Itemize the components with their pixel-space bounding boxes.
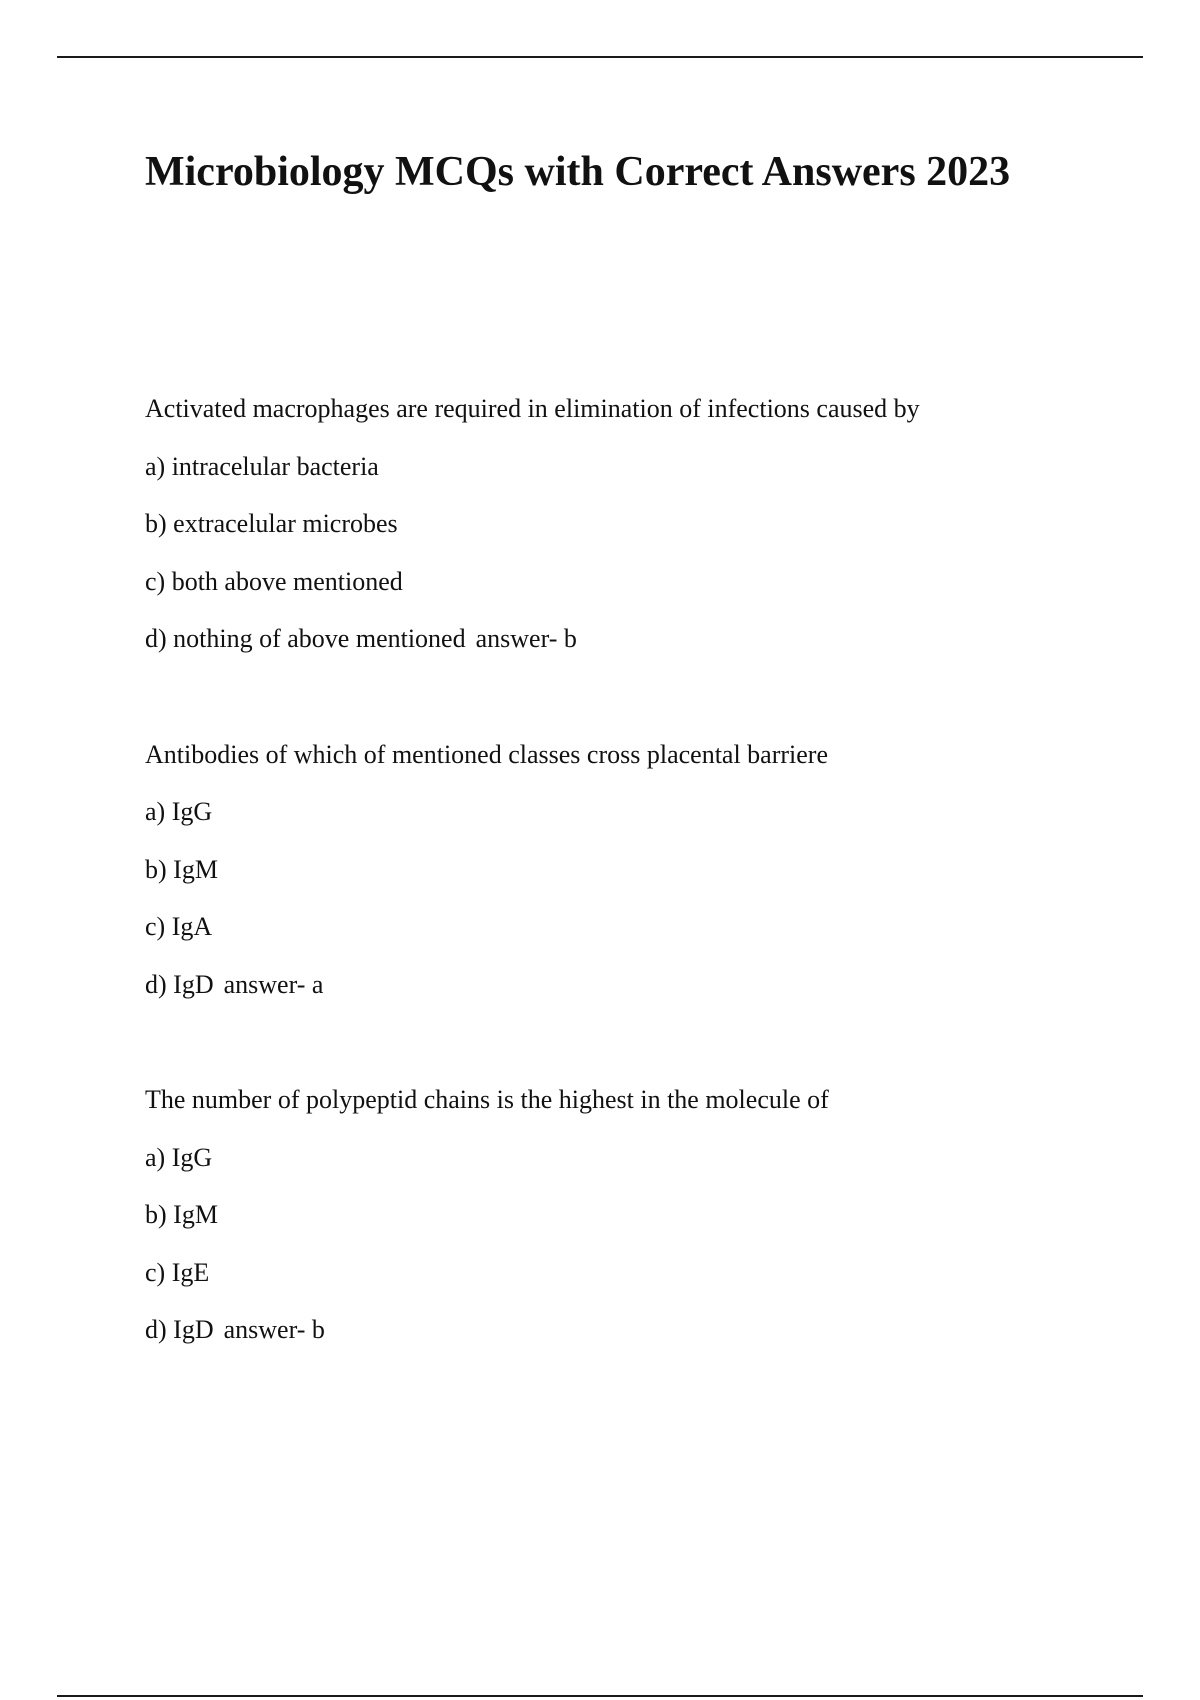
option-d: d) IgD: [145, 969, 214, 999]
question-block: [145, 739, 1145, 1027]
question-text: Antibodies of which of mentioned classes cross placental barriere: [145, 739, 828, 769]
option-b: b) IgM: [145, 854, 218, 884]
option-d-with-answer: [145, 623, 1145, 681]
bottom-divider: [57, 1695, 1143, 1697]
option-d: d) nothing of above mentioned: [145, 624, 466, 653]
option-a: a) IgG: [145, 797, 213, 826]
option-a: a) intracelular bacteria: [145, 451, 379, 481]
option-b: b) extracelular microbes: [145, 509, 398, 538]
option-d-with-answer: [145, 969, 1145, 1027]
top-divider: [57, 56, 1143, 58]
answer-key: answer- b: [223, 1315, 325, 1344]
question-block: [145, 1084, 1145, 1372]
option-a: a) IgG: [145, 1142, 213, 1172]
option-c: c) IgE: [145, 1257, 210, 1287]
question-text: The number of polypeptid chains is the highest in the molecule of: [145, 1085, 829, 1114]
option-c: c) both above mentioned: [145, 566, 403, 596]
answer-key: answer- b: [475, 624, 577, 653]
question-block: [145, 393, 1145, 681]
option-c: c) IgA: [145, 912, 213, 941]
question-list: [145, 393, 1145, 1430]
question-text: Activated macrophages are required in elimination of infections caused by: [145, 394, 920, 423]
answer-key: answer- a: [223, 969, 324, 999]
option-d: d) IgD: [145, 1315, 214, 1344]
option-b: b) IgM: [145, 1200, 218, 1229]
document-title: Microbiology MCQs with Correct Answers 2023: [145, 149, 1011, 195]
option-d-with-answer: [145, 1314, 1145, 1372]
